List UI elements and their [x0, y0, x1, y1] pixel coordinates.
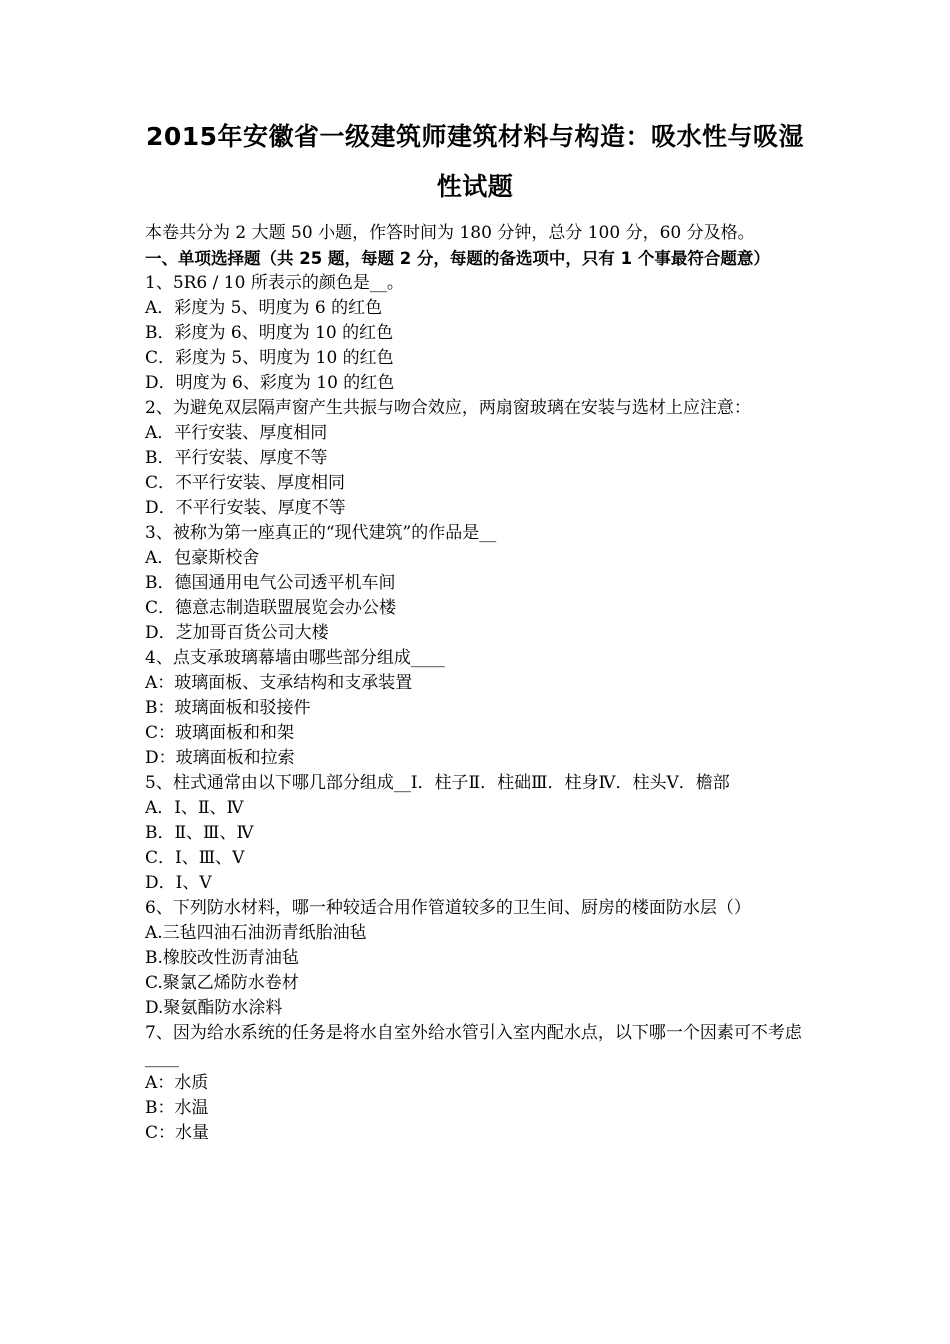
- answer-option: A．Ⅰ、Ⅱ、Ⅳ: [145, 798, 244, 818]
- question-5: [145, 771, 810, 896]
- answer-option: C．不平行安装、厚度相同: [145, 473, 346, 493]
- answer-option: B．Ⅱ、Ⅲ、Ⅳ: [145, 823, 254, 843]
- answer-option: D．明度为 6、彩度为 10 的红色: [145, 373, 395, 393]
- answer-option: B．德国通用电气公司透平机车间: [145, 573, 396, 593]
- question-stem: 6、下列防水材料，哪一种较适合用作管道较多的卫生间、厨房的楼面防水层（）: [145, 898, 751, 918]
- question-stem: 3、被称为第一座真正的“现代建筑”的作品是__: [145, 523, 497, 543]
- answer-option: D：玻璃面板和拉索: [145, 748, 295, 768]
- document-body: [145, 221, 810, 1146]
- question-stem: 4、点支承玻璃幕墙由哪些部分组成____: [145, 648, 445, 668]
- answer-option: A．平行安装、厚度相同: [145, 423, 328, 443]
- answer-option: D．不平行安装、厚度不等: [145, 498, 346, 518]
- question-4: [145, 646, 810, 771]
- question-7: [145, 1021, 810, 1146]
- answer-option: B．平行安装、厚度不等: [145, 448, 328, 468]
- answer-option: C：玻璃面板和和架: [145, 723, 295, 743]
- question-stem: 2、为避免双层隔声窗产生共振与吻合效应，两扇窗玻璃在安装与选材上应注意：: [145, 398, 751, 418]
- answer-option: B．彩度为 6、明度为 10 的红色: [145, 323, 394, 343]
- answer-option: B：水温: [145, 1098, 209, 1118]
- exam-intro: 本卷共分为 2 大题 50 小题，作答时间为 180 分钟，总分 100 分，60 分及格。: [145, 223, 755, 243]
- question-2: [145, 396, 810, 521]
- answer-option: A：玻璃面板、支承结构和支承装置: [145, 673, 413, 693]
- question-stem: 5、柱式通常由以下哪几部分组成__Ⅰ．柱子Ⅱ．柱础Ⅲ．柱身Ⅳ．柱头Ⅴ．檐部: [145, 773, 730, 793]
- answer-option: C．Ⅰ、Ⅲ、Ⅴ: [145, 848, 245, 868]
- answer-option: A：水质: [145, 1073, 209, 1093]
- answer-option: D．芝加哥百货公司大楼: [145, 623, 329, 643]
- answer-option: A．彩度为 5、明度为 6 的红色: [145, 298, 383, 318]
- answer-option: A．包豪斯校舍: [145, 548, 260, 568]
- question-stem: 1、5R6 / 10 所表示的颜色是__。: [145, 273, 404, 293]
- answer-option: C．彩度为 5、明度为 10 的红色: [145, 348, 394, 368]
- answer-option: D．Ⅰ、Ⅴ: [145, 873, 212, 893]
- answer-option: B.橡胶改性沥青油毡: [145, 948, 299, 968]
- document-title-line-1: 2015年安徽省一级建筑师建筑材料与构造：吸水性与吸湿: [145, 122, 805, 151]
- question-1: [145, 271, 810, 396]
- answer-option: C．德意志制造联盟展览会办公楼: [145, 598, 397, 618]
- answer-option: C：水量: [145, 1123, 210, 1143]
- answer-option: B：玻璃面板和驳接件: [145, 698, 311, 718]
- answer-option: A.三毡四油石油沥青纸胎油毡: [145, 923, 367, 943]
- question-stem: 7、因为给水系统的任务是将水自室外给水管引入室内配水点，以下哪一个因素可不考虑____: [145, 1023, 802, 1068]
- answer-option: C.聚氯乙烯防水卷材: [145, 973, 299, 993]
- section-heading: 一、单项选择题（共 25 题，每题 2 分，每题的备选项中，只有 1 个事最符合题意）: [145, 249, 770, 268]
- question-6: [145, 896, 810, 1021]
- document-title-line-2: 性试题: [436, 172, 514, 201]
- question-3: [145, 521, 810, 646]
- answer-option: D.聚氨酯防水涂料: [145, 998, 283, 1018]
